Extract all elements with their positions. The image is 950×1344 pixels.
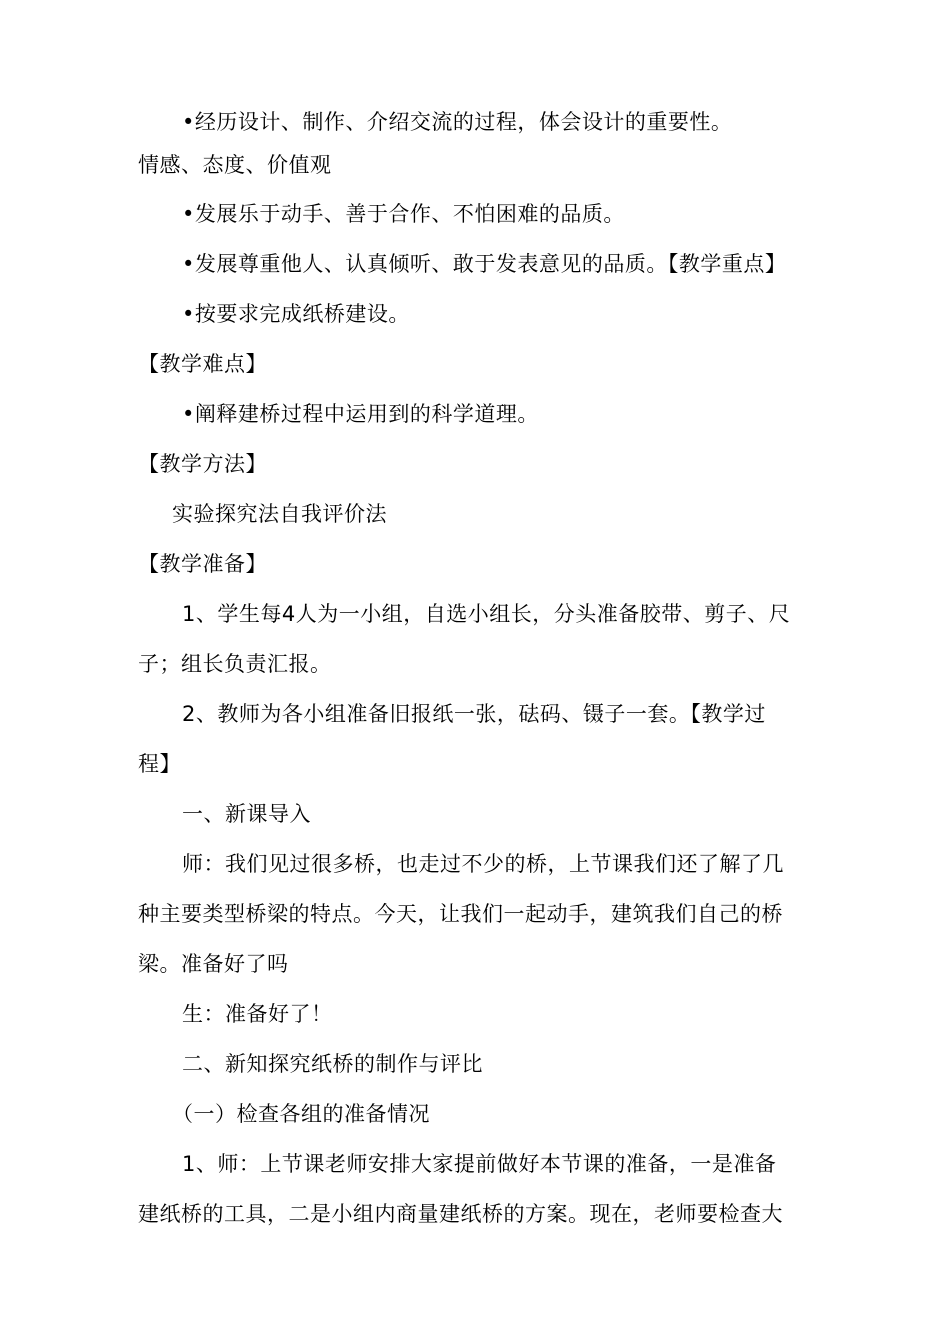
text-line-13: 2、教师为各小组准备旧报纸一张，砝码、镊子一套。【教学过 (182, 702, 766, 726)
subsection-heading-check: （一）检查各组的准备情况 (172, 1102, 430, 1126)
section-heading-explore: 二、新知探究纸桥的制作与评比 (182, 1052, 483, 1076)
text-line-18: 梁。准备好了吗 (138, 952, 289, 976)
text-line-9: 实验探究法自我评价法 (172, 502, 387, 526)
text-line-12: 子；组长负责汇报。 (138, 652, 332, 676)
text-line-23: 建纸桥的工具，二是小组内商量建纸桥的方案。现在，老师要检查大 (138, 1202, 783, 1226)
section-heading-intro: 一、新课导入 (182, 802, 311, 826)
text-line-22: 1、师：上节课老师安排大家提前做好本节课的准备，一是准备 (182, 1152, 777, 1176)
text-line-7: •阐释建桥过程中运用到的科学道理。 (182, 402, 539, 426)
text-line-1: •经历设计、制作、介绍交流的过程，体会设计的重要性。 (182, 110, 733, 134)
text-line-5: •按要求完成纸桥建设。 (182, 302, 410, 326)
text-line-3: •发展乐于动手、善于合作、不怕困难的品质。 (182, 202, 625, 226)
text-line-16: 师：我们见过很多桥，也走过不少的桥，上节课我们还了解了几 (182, 852, 784, 876)
text-line-11: 1、学生每4人为一小组，自选小组长，分头准备胶带、剪子、尺 (182, 602, 791, 626)
section-heading-difficulty: 【教学难点】 (138, 352, 267, 376)
text-line-19: 生：准备好了！ (182, 1002, 333, 1026)
section-heading-preparation: 【教学准备】 (138, 552, 267, 576)
text-line-2: 情感、态度、价值观 (138, 153, 332, 177)
section-heading-method: 【教学方法】 (138, 452, 267, 476)
text-line-17: 种主要类型桥梁的特点。今天，让我们一起动手，建筑我们自己的桥 (138, 902, 783, 926)
text-line-14: 程】 (138, 752, 181, 776)
text-line-4: •发展尊重他人、认真倾听、敢于发表意见的品质。【教学重点】 (182, 252, 787, 276)
